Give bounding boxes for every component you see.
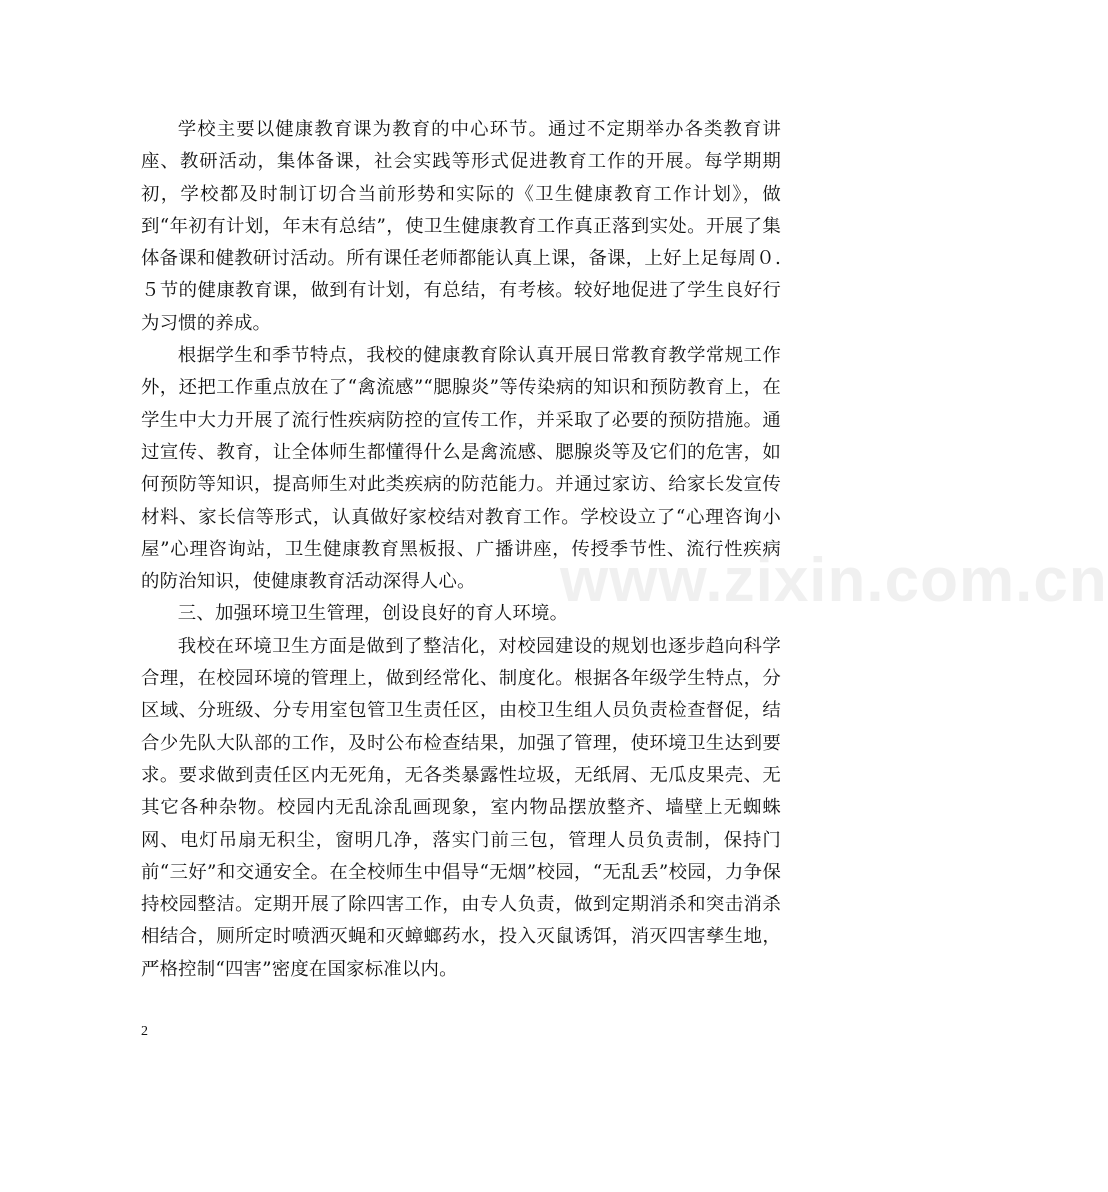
paragraph-environment-management: 我校在环境卫生方面是做到了整洁化，对校园建设的规划也逐步趋向科学合理，在校园环境的管理上，做到经常化、制度化。根据各年级学生特点，分区域、分班级、分专用室包管卫生责任区，由校卫生组人员负责检查督促，结合少先队大队部的工作，及时公布检查结果，加强了管理，使环境卫生达到要求。要求做到责任区内无死角，无各类暴露性垃圾，无纸屑、无瓜皮果壳、无其它各种杂物。校园内无乱涂乱画现象，室内物品摆放整齐、墙壁上无蜘蛛网、电灯吊扇无积尘，窗明几净，落实门前三包，管理人员负责制，保持门前“三好”和交通安全。在全校师生中倡导“无烟”校园，“无乱丢”校园，力争保持校园整洁。定期开展了除四害工作，由专人负责，做到定期消杀和突击消杀相结合，厕所定时喷洒灭蝇和灭蟑螂药水，投入灭鼠诱饵，消灭四害孳生地，严格控制“四害”密度在国家标准以内。 — [141, 635, 781, 980]
paragraph-health-education-course: 学校主要以健康教育课为教育的中心环节。通过不定期举办各类教育讲座、教研活动，集体备课，社会实践等形式促进教育工作的开展。每学期期初，学校都及时制订切合当前形势和实际的《卫生健康教育工作计划》，做到“年初有计划，年末有总结”，使卫生健康教育工作真正落到实处。开展了集体备课和健教研讨活动。所有课任老师都能认真上课，备课，上好上足每周０.５节的健康教育课，做到有计划，有总结，有考核。较好地促进了学生良好行为习惯的养成。 — [141, 119, 781, 334]
page-number: 2 — [141, 1024, 148, 1039]
body-text — [141, 114, 781, 986]
watermark: www.zixin.com.cn — [560, 546, 1108, 615]
paragraph-disease-prevention: 根据学生和季节特点，我校的健康教育除认真开展日常教育教学常规工作外，还把工作重点放在了“禽流感”“腮腺炎”等传染病的知识和预防教育上，在学生中大力开展了流行性疾病防控的宣传工作，并采取了必要的预防措施。通过宣传、教育，让全体师生都懂得什么是禽流感、腮腺炎等及它们的危害，如何预防等知识，提高师生对此类疾病的防范能力。并通过家访、给家长发宣传材料、家长信等形式，认真做好家校结对教育工作。学校设立了“心理咨询小屋”心理咨询站，卫生健康教育黑板报、广播讲座，传授季节性、流行性疾病的防治知识，使健康教育活动深得人心。 — [141, 345, 781, 593]
section-heading-environment: 三、加强环境卫生管理，创设良好的育人环境。 — [177, 603, 569, 625]
